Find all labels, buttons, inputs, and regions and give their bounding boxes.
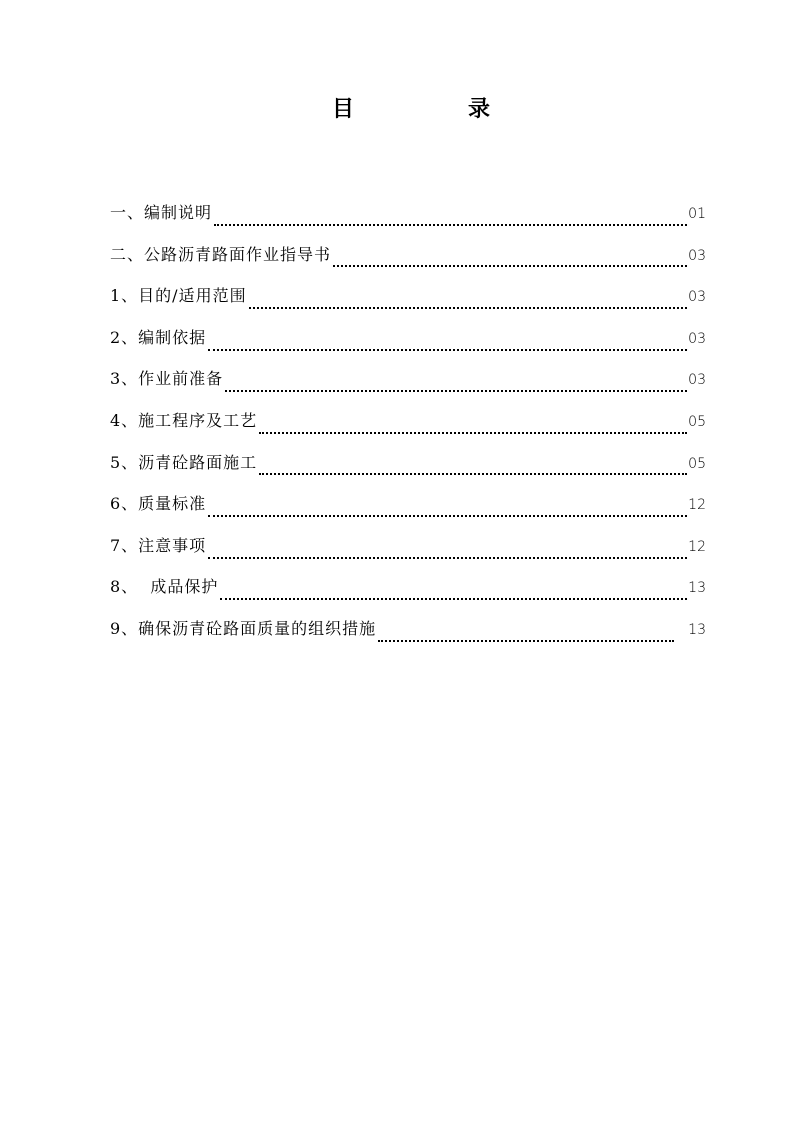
toc-entry-page: 13 — [688, 621, 706, 638]
toc-entry-label: 3、作业前准备 — [110, 369, 224, 389]
toc-entry-label: 8、 成品保护 — [110, 577, 219, 597]
toc-entry-label: 2、编制依据 — [110, 327, 207, 347]
toc-entry-page: 12 — [688, 538, 706, 555]
toc-entry-label: 一、编制说明 — [110, 203, 213, 222]
toc-entry-label: 4、施工程序及工艺 — [110, 410, 258, 430]
toc-entry — [110, 449, 706, 491]
toc-dot-leader — [333, 257, 687, 273]
toc-dot-leader — [259, 424, 687, 440]
toc-entry-page: 03 — [688, 372, 706, 389]
toc-entry-page: 12 — [688, 497, 706, 514]
toc-entry — [110, 324, 706, 366]
toc-entry-page: 13 — [688, 580, 706, 597]
toc-entry — [110, 199, 706, 241]
toc-entry — [110, 573, 706, 615]
toc-dot-leader — [214, 216, 687, 232]
toc-entry — [110, 282, 706, 324]
toc-entry — [110, 532, 706, 574]
table-of-contents — [110, 199, 706, 657]
toc-entry-label: 6、质量标准 — [110, 494, 207, 514]
toc-entry-page: 03 — [688, 289, 706, 306]
toc-entry-label: 1、目的/适用范围 — [110, 286, 247, 306]
toc-entry-page: 03 — [688, 247, 706, 264]
toc-entry-page: 05 — [688, 413, 706, 430]
toc-entry — [110, 490, 706, 532]
toc-dot-leader — [259, 465, 687, 481]
toc-entry-label: 二、公路沥青路面作业指导书 — [110, 244, 332, 264]
toc-entry-page: 03 — [688, 330, 706, 347]
toc-entry-label: 7、注意事项 — [110, 535, 207, 555]
toc-entry-label: 9、确保沥青砼路面质量的组织措施 — [110, 618, 377, 638]
toc-dot-leader — [220, 590, 687, 606]
toc-dot-leader — [249, 299, 688, 315]
toc-dot-leader — [208, 549, 687, 565]
toc-dot-leader — [225, 382, 687, 398]
toc-dot-leader — [208, 507, 687, 523]
toc-dot-leader — [208, 341, 687, 357]
toc-dot-leader — [378, 632, 674, 648]
toc-entry — [110, 241, 706, 283]
toc-entry — [110, 407, 706, 449]
toc-entry — [110, 365, 706, 407]
toc-entry-page: 05 — [688, 455, 706, 472]
toc-title: 目 录 — [331, 97, 536, 122]
toc-entry — [110, 615, 706, 657]
toc-entry-page: 01 — [688, 206, 706, 222]
toc-entry-label: 5、沥青砼路面施工 — [110, 452, 258, 472]
